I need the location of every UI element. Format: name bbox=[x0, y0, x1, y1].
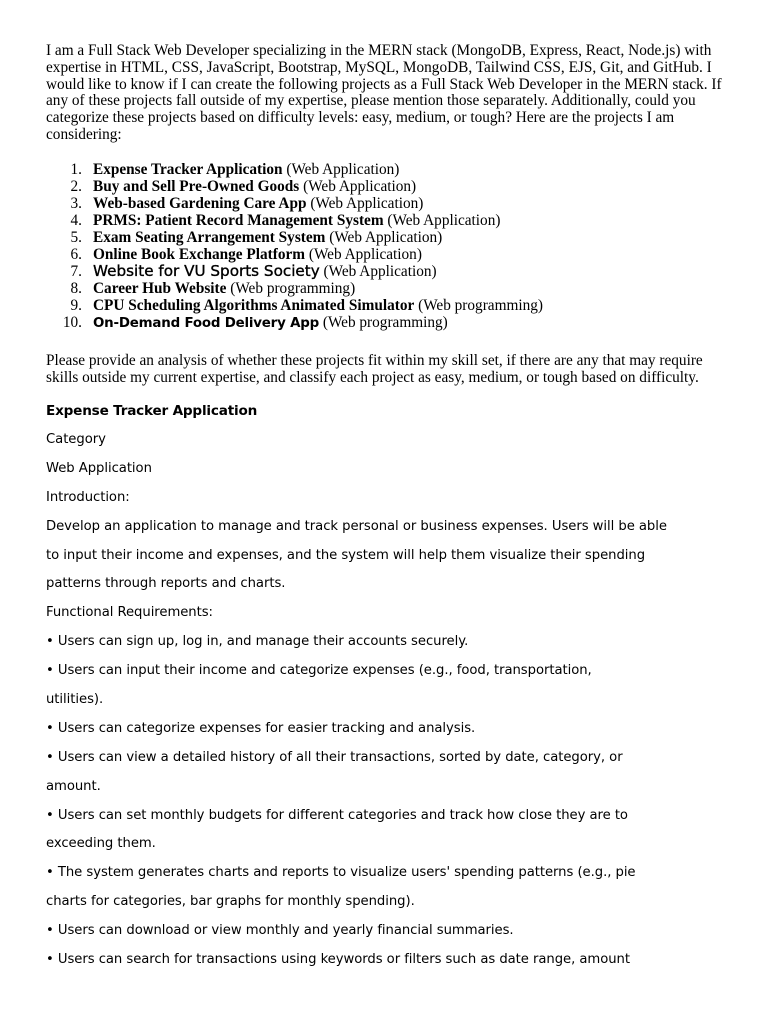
body-line: utilities). bbox=[46, 692, 104, 708]
project-type: (Web Application) bbox=[286, 161, 400, 178]
project-type: (Web Application) bbox=[303, 178, 417, 195]
list-item bbox=[46, 280, 726, 297]
project-name: Website for VU Sports Society bbox=[93, 262, 320, 280]
body-line: • Users can view a detailed history of all their transactions, sorted by date, category, or bbox=[46, 749, 623, 765]
project-name: CPU Scheduling Algorithms Animated Simulator bbox=[93, 297, 415, 314]
list-item bbox=[46, 314, 726, 332]
list-item bbox=[46, 263, 726, 280]
list-number: 3. bbox=[70, 195, 82, 212]
section-body bbox=[46, 426, 726, 975]
list-number: 4. bbox=[70, 212, 82, 229]
list-number: 9. bbox=[70, 297, 82, 314]
body-line: • Users can sign up, log in, and manage their accounts securely. bbox=[46, 634, 469, 650]
body-line: charts for categories, bar graphs for monthly spending). bbox=[46, 894, 415, 910]
list-item bbox=[46, 212, 726, 229]
body-line: • The system generates charts and reports to visualize users' spending patterns (e.g., pie bbox=[46, 865, 636, 881]
body-line: • Users can download or view monthly and yearly financial summaries. bbox=[46, 923, 514, 939]
body-line: • Users can set monthly budgets for different categories and track how close they are to bbox=[46, 807, 628, 823]
list-item bbox=[46, 195, 726, 212]
list-number: 10. bbox=[62, 314, 82, 331]
list-item bbox=[46, 246, 726, 263]
list-item bbox=[46, 161, 726, 178]
project-type: (Web Application) bbox=[387, 212, 501, 229]
body-line: • Users can input their income and categorize expenses (e.g., food, transportation, bbox=[46, 663, 592, 679]
body-line: Web Application bbox=[46, 460, 152, 476]
body-line: exceeding them. bbox=[46, 836, 156, 852]
list-number: 7. bbox=[70, 263, 82, 280]
list-item bbox=[46, 297, 726, 314]
body-line: to input their income and expenses, and the system will help them visualize their spending bbox=[46, 547, 646, 563]
list-number: 1. bbox=[70, 161, 82, 178]
body-line: Category bbox=[46, 432, 106, 447]
project-type: (Web Application) bbox=[308, 246, 422, 263]
project-name: PRMS: Patient Record Management System bbox=[93, 212, 384, 229]
body-line: Develop an application to manage and track personal or business expenses. Users will be able bbox=[46, 518, 667, 534]
project-type: (Web programming) bbox=[230, 280, 356, 297]
project-type: (Web programming) bbox=[418, 297, 544, 314]
intro-paragraph: I am a Full Stack Web Developer specializing in the MERN stack (MongoDB, Express, React, Node.js) with expertise in HTML, CSS, JavaScript, Bootstrap, MySQL, MongoDB, Tailwind CSS, EJS, Git, and GitHub. I would like to know if I can create the following projects as a Full Stack Web Developer in the MERN stack. If any of these projects fall outside of my expertise, please mention those separately. Additionally, could you categorize these projects based on difficulty levels: easy, medium, or tough? Here are the projects I am considering: bbox=[46, 42, 722, 143]
project-name: Career Hub Website bbox=[93, 280, 227, 297]
project-type: (Web Application) bbox=[323, 263, 437, 280]
project-list bbox=[46, 161, 726, 332]
body-line: Introduction: bbox=[46, 489, 130, 505]
body-line: patterns through reports and charts. bbox=[46, 576, 286, 592]
project-name: Expense Tracker Application bbox=[93, 161, 283, 178]
project-type: (Web programming) bbox=[322, 314, 448, 331]
list-number: 8. bbox=[70, 280, 82, 297]
section-heading: Expense Tracker Application bbox=[46, 403, 258, 419]
closing-paragraph: Please provide an analysis of whether these projects fit within my skill set, if there are any that may require skills outside my current expertise, and classify each project as easy, medium, or tough based on difficulty. bbox=[46, 352, 703, 386]
body-line: Functional Requirements: bbox=[46, 605, 213, 621]
list-number: 5. bbox=[70, 229, 82, 246]
list-number: 6. bbox=[70, 246, 82, 263]
project-name: Online Book Exchange Platform bbox=[93, 246, 306, 263]
body-line: amount. bbox=[46, 778, 101, 794]
list-item bbox=[46, 229, 726, 246]
list-number: 2. bbox=[70, 178, 82, 195]
body-line: • Users can search for transactions using keywords or filters such as date range, amount bbox=[46, 952, 630, 968]
list-item bbox=[46, 178, 726, 195]
project-type: (Web Application) bbox=[329, 229, 443, 246]
project-name: Buy and Sell Pre-Owned Goods bbox=[93, 178, 300, 195]
project-name: Web-based Gardening Care App bbox=[93, 195, 307, 212]
project-name: Exam Seating Arrangement System bbox=[93, 229, 326, 246]
body-line: • Users can categorize expenses for easier tracking and analysis. bbox=[46, 720, 476, 736]
project-type: (Web Application) bbox=[310, 195, 424, 212]
project-name: On-Demand Food Delivery App bbox=[93, 316, 320, 331]
